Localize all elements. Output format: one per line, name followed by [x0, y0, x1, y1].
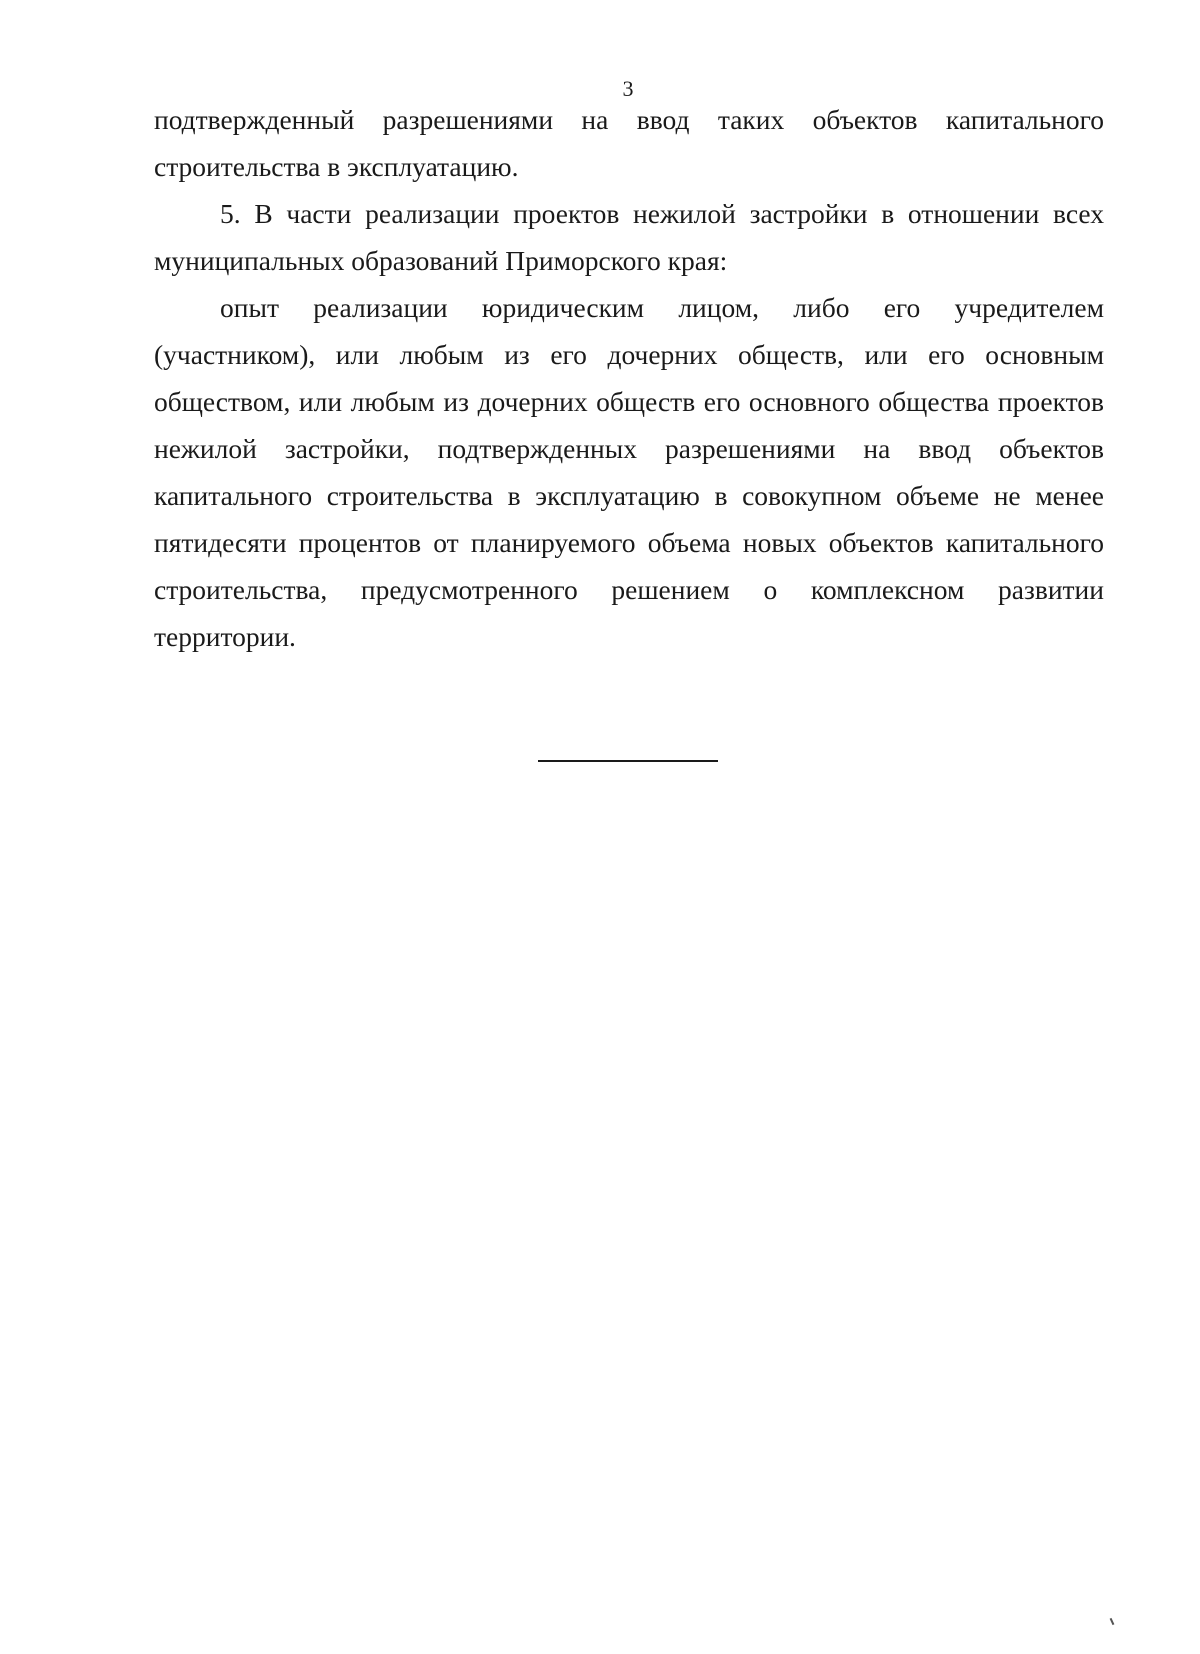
paragraph-experience-requirement: опыт реализации юридическим лицом, либо его учредителем (участником), или любым из его дочерних обществ, или его основным обществом, или любым из дочерних обществ его основного общества проектов нежилой застройки, подтвержденных разрешениями на ввод объектов капитального строительства в эксплуатацию в совокупном объеме не менее пятидесяти процентов от планируемого объема новых объектов капитального строительства, предусмотренного решением о комплексном развитии территории. — [154, 292, 1104, 652]
document-body — [154, 96, 1104, 660]
paragraph-section-5: 5. В части реализации проектов нежилой застройки в отношении всех муниципальных образований Приморского края: — [154, 198, 1104, 276]
scan-speck — [1110, 1618, 1115, 1625]
page-number: 3 — [622, 76, 634, 101]
paragraph-continuation: подтвержденный разрешениями на ввод таких объектов капитального строительства в эксплуатацию. — [154, 104, 1104, 182]
closing-rule — [538, 760, 718, 762]
